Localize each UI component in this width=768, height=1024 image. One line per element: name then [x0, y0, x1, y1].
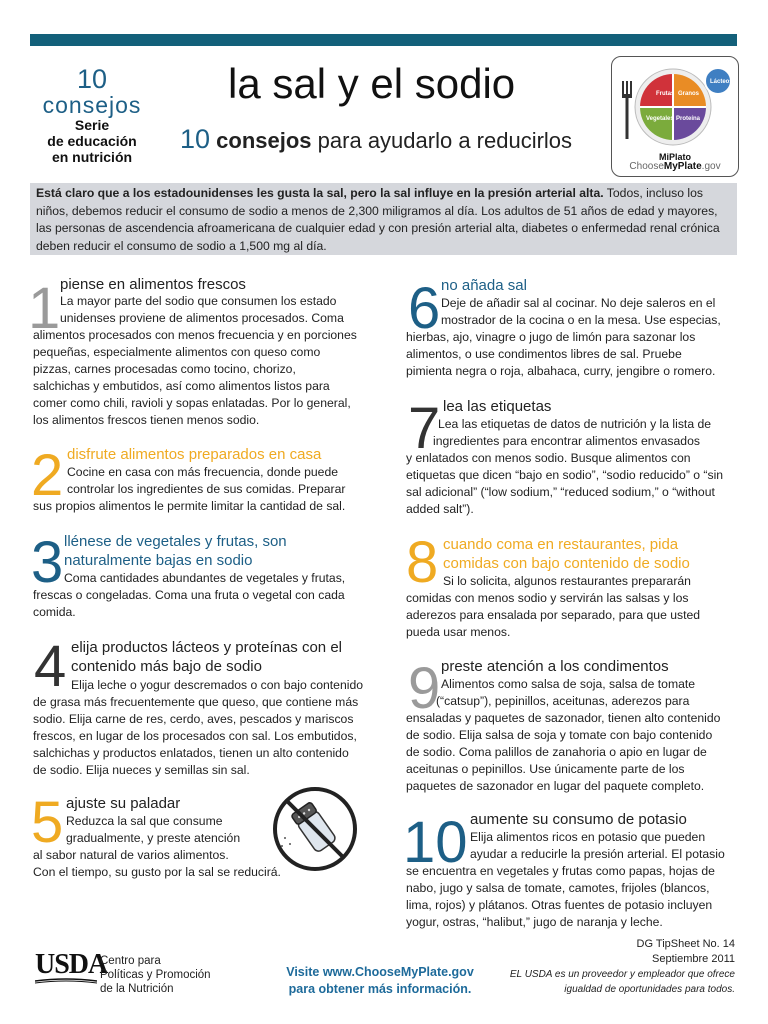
series-line-1: Serie: [74, 117, 110, 133]
series-number: 10: [76, 64, 108, 94]
tip-8-line: aderezos para ensalada por separado, para que usted: [406, 608, 701, 622]
tip-4-line: de grasa más frecuentemente que queso, que contiene más: [33, 695, 359, 709]
myplate-logo: [611, 56, 739, 177]
tip-9-heading: preste atención a los condimentos: [441, 658, 669, 675]
tip-7-heading: lea las etiquetas: [443, 398, 552, 415]
tip-9-line: aceitunas o pepinillos. Use únicamente parte de los: [406, 762, 685, 776]
tip-1-line: comer como chili, ravioli y sopas enlatadas. Por lo general,: [33, 396, 351, 410]
tip-5-line: al sabor natural de varios alimentos.: [33, 848, 229, 862]
vegetables-label: Vegetales: [646, 116, 674, 122]
top-color-bar: [30, 34, 737, 46]
tipsheet-date: Septiembre 2011: [652, 953, 735, 965]
tip-2-heading: disfrute alimentos preparados en casa: [67, 446, 322, 463]
tipsheet-info: [510, 937, 735, 997]
tip-1-line: unidenses proviene de alimentos procesados. Coma: [60, 311, 344, 325]
tip-3-heading-2: naturalmente bajas en sodio: [64, 552, 253, 569]
tip-7-line: sal adicional” (“low sodium,” “reduced sodium,” o “without: [406, 485, 715, 499]
tip-2-line: Cocine en casa con más frecuencia, donde puede: [67, 465, 339, 479]
tip-3-line: comida.: [33, 605, 76, 619]
intro-rest: Todos, incluso los niños, debemos reducir el consumo de sodio a menos de 2,300 miligramos al día. Los adultos de 51 años de edad y mayores, las personas de ascendencia afroamericana de cualquier edad y con presión arterial alta, diabetes o enfermedad renal crónica deben reducir el consumo de sodio a 1,500 mg al día.: [36, 186, 720, 253]
tip-9-line: de sodio. Elija salsa de soja y tomate con bajo contenido: [406, 728, 713, 742]
protein-label: Proteína: [676, 116, 701, 122]
series-word: consejos: [42, 92, 142, 118]
series-label: [28, 66, 156, 165]
tip-4-heading-2: contenido más bajo de sodio: [71, 658, 262, 675]
tip-5-number: 5: [31, 790, 64, 855]
tip-3-line: Coma cantidades abundantes de vegetales y frutas,: [64, 571, 346, 585]
tip-4-heading-1: elija productos lácteos y proteínas con el: [71, 639, 342, 656]
tip-5-heading: ajuste su paladar: [66, 795, 181, 812]
usda-swoosh-icon: [35, 978, 97, 984]
tip-9-line: Alimentos como salsa de soja, salsa de tomate: [441, 677, 696, 691]
page-title: la sal y el sodio: [228, 60, 516, 107]
tip-7-line: added salt”).: [406, 502, 474, 516]
tip-10-line: se encuentra en vegetales y frutas como papas, hojas de: [406, 864, 715, 878]
tip-4-line: sodio. Elija carne de res, cerdo, aves, pescados y mariscos: [33, 712, 354, 726]
tip-4-line: salchichas y productos enlatados, tienen un alto contenido: [33, 746, 349, 760]
intro-box: [30, 183, 737, 255]
tip-1-line: alimentos procesados con menos frecuencia y en porciones: [33, 328, 357, 342]
tip-3-heading-1: llénese de vegetales y frutas, son: [64, 533, 287, 550]
tip-10-number: 10: [403, 810, 468, 875]
usda-wordmark: USDA: [35, 949, 108, 980]
tip-10-line: yogur, ostras, “halibut,” jugo de naranja y leche.: [406, 915, 663, 929]
tip-9-line: de sodio. Coma palillos de zanahoria o apio en lugar de: [406, 745, 707, 759]
tip-6-line: pimienta negra o roja, albahaca, curry, jengibre o romero.: [406, 364, 716, 378]
tip-4-line: frescos, en lugar de los procesados con sal. Los embutidos,: [33, 729, 357, 743]
fruits-label: Frutas: [656, 91, 675, 97]
tip-10-line: ayudar a reducirle la presión arterial. El potasio: [470, 847, 725, 861]
tip-5-line: gradualmente, y preste atención: [66, 831, 241, 845]
tip-1-line: salchichas y embutidos, así como alimentos listos para: [33, 379, 330, 393]
tip-6-heading: no añada sal: [441, 277, 527, 294]
tip-10-line: nabo, jugo y salsa de tomate, camotes, frijoles (blancos,: [406, 881, 710, 895]
tipsheet-number: DG TipSheet No. 14: [636, 938, 735, 950]
grains-label: Granos: [678, 91, 700, 97]
tip-4-line: de sodio. Elija nueces y semillas sin sal.: [33, 763, 250, 777]
tip-1-line: La mayor parte del sodio que consumen los estado: [60, 294, 337, 308]
center-name: [100, 954, 211, 996]
tip-7-line: y enlatados con menos sodio. Busque alimentos con: [406, 451, 691, 465]
myplate-name: MiPlato: [658, 152, 691, 162]
tip-10-line: Elija alimentos ricos en potasio que pueden: [470, 830, 706, 844]
visit-line-1[interactable]: Visite www.ChooseMyPlate.gov: [286, 965, 474, 979]
page-subtitle: [180, 124, 572, 155]
center-name-line: Centro para: [100, 955, 161, 967]
tip-8-number: 8: [406, 530, 439, 595]
tip-6-line: alimentos, o use condimentos libres de sal. Pruebe: [406, 347, 682, 361]
tip-4-line: Elija leche o yogur descremados o con bajo contenido: [71, 678, 364, 692]
tip-7-line: Lea las etiquetas de datos de nutrición y la lista de: [438, 417, 712, 431]
tip-2-line: sus propios alimentos le permite limitar la cantidad de sal.: [33, 499, 346, 513]
tip-9-line: (“catsup”), pepinillos, aceitunas, aderezos para: [436, 694, 690, 708]
eeo-statement-1: EL USDA es un proveedor y empleador que ofrece: [509, 969, 735, 980]
tip-9-line: paquetes de sazonador en lugar del paquete completo.: [406, 779, 705, 793]
tip-7-number: 7: [408, 396, 441, 461]
center-name-line: de la Nutrición: [100, 983, 174, 995]
subtitle-number: 10: [180, 124, 211, 154]
tip-1-number: 1: [28, 276, 61, 341]
visit-link[interactable]: [260, 964, 500, 998]
tip-1-heading: piense en alimentos frescos: [60, 276, 246, 293]
tip-5-line: Con el tiempo, su gusto por la sal se reducirá.: [33, 865, 281, 879]
tip-8-line: pueda usar menos.: [406, 625, 511, 639]
tip-6-number: 6: [408, 276, 441, 341]
tip-8-line: comidas con menos sodio y servirán las salsas y los: [406, 591, 689, 605]
no-salt-shaker-icon: [272, 786, 358, 872]
tip-10-heading: aumente su consumo de potasio: [470, 811, 687, 828]
tip-9-number: 9: [408, 656, 441, 721]
tip-10-line: lima, rojos) y plátanos. Otras fuentes de potasio incluyen: [406, 898, 713, 912]
tip-9-line: ensaladas y paquetes de sazonador, tienen alto contenido: [406, 711, 721, 725]
eeo-statement-2: igualdad de oportunidades para todos.: [564, 984, 735, 995]
tip-1-line: pizzas, carnes procesadas como tocino, chorizo,: [33, 362, 296, 376]
tip-6-line: hierbas, ajo, vinagre o jugo de limón para sazonar los: [406, 330, 696, 344]
series-line-2: de educación: [47, 133, 137, 149]
usda-logo: [35, 949, 108, 980]
visit-line-2: para obtener más información.: [288, 982, 472, 996]
tip-7-line: ingredientes para encontrar alimentos envasados: [433, 434, 700, 448]
tip-8-line: Si lo solicita, algunos restaurantes prepararán: [443, 574, 691, 588]
myplate-url: ChooseMyPlate.gov: [629, 161, 721, 172]
tip-5-line: Reduzca la sal que consume: [66, 814, 223, 828]
subtitle-bold: consejos: [216, 128, 312, 153]
tip-3-line: frescas o congeladas. Coma una fruta o vegetal con cada: [33, 588, 345, 602]
tip-1-line: los alimentos frescos tienen menos sodio.: [33, 413, 260, 427]
myplate-graphic-icon: [612, 57, 738, 157]
center-name-line: Políticas y Promoción: [100, 969, 211, 981]
tip-8-heading-1: cuando coma en restaurantes, pida: [443, 536, 679, 553]
subtitle-rest: para ayudarlo a reducirlos: [317, 128, 573, 153]
intro-bold: Está claro que a los estadounidenses les gusta la sal, pero la sal influye en la presión arterial alta.: [36, 186, 604, 200]
dairy-label: Lácteos: [710, 79, 733, 85]
tip-3-number: 3: [31, 530, 64, 595]
tip-6-line: mostrador de la cocina o en la mesa. Use especias,: [441, 313, 721, 327]
tip-8-heading-2: comidas con bajo contenido de sodio: [443, 555, 690, 572]
tip-4-number: 4: [34, 634, 67, 699]
tip-6-line: Deje de añadir sal al cocinar. No deje saleros en el: [441, 296, 716, 310]
tip-2-line: controlar los ingredientes de sus comidas. Preparar: [67, 482, 346, 496]
series-line-3: en nutrición: [51, 149, 133, 165]
tip-2-number: 2: [31, 443, 64, 508]
tip-7-line: etiquetas que dicen “bajo en sodio”, “sodio reducido” o “sin: [406, 468, 724, 482]
tip-1-line: pequeñas, especialmente alimentos con queso como: [33, 345, 321, 359]
